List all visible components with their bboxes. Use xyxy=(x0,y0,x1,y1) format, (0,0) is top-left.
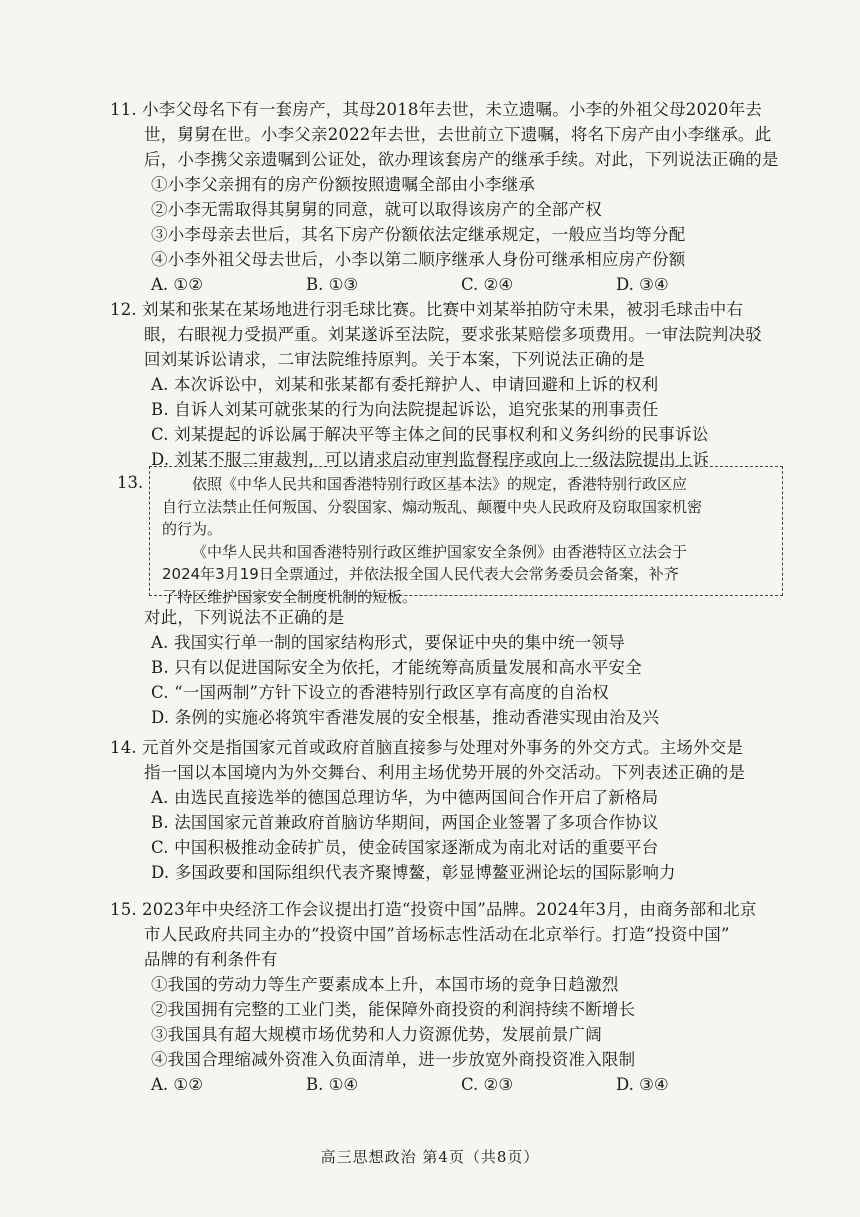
question-11-stem-line-3: 后，小李携父亲遗嘱到公证处，欲办理该套房产的继承手续。对此，下列说法正确的是 xyxy=(144,150,779,169)
question-11-stem-line-1: 11. 小李父母名下有一套房产，其母2018年去世，未立遗嘱。小李的外祖父母2020年去 xyxy=(112,97,792,122)
page-footer: 高三思想政治 第4页（共8页） xyxy=(320,1148,540,1166)
question-14 xyxy=(112,735,792,885)
statement-item: ③我国具有超大规模市场优势和人力资源优势，发展前景广阔 xyxy=(151,1025,602,1044)
option-a[interactable]: A. 由选民直接选举的德国总理访华，为中德两国间合作开启了新格局 xyxy=(151,788,659,807)
question-11-stem-line-2: 世，舅舅在世。小李父亲2022年去世，去世前立下遗嘱，将名下房产由小李继承。此 xyxy=(144,125,772,144)
statement-item: ②小李无需取得其舅舅的同意，就可以取得该房产的全部产权 xyxy=(151,200,602,219)
question-number: 14. xyxy=(110,738,137,757)
question-13 xyxy=(112,605,792,730)
question-15-stem-line-2: 市人民政府共同主办的“投资中国”首场标志性活动在北京举行。打造“投资中国” xyxy=(144,925,730,944)
question-number: 15. xyxy=(110,900,137,919)
option-b[interactable]: B. 法国国家元首兼政府首脑访华期间，两国企业签署了多项合作协议 xyxy=(151,813,659,832)
option-c[interactable]: C. ②④ xyxy=(461,275,514,294)
question-11 xyxy=(112,97,792,297)
option-b[interactable]: B. 自诉人刘某可就张某的行为向法院提起诉讼，追究张某的刑事责任 xyxy=(151,400,659,419)
statement-item: ③小李母亲去世后，其名下房产份额依法定继承规定，一般应当均等分配 xyxy=(151,225,686,244)
option-b[interactable]: B. 只有以促进国际安全为依托，才能统筹高质量发展和高水平安全 xyxy=(151,658,642,677)
option-c[interactable]: C. ②③ xyxy=(461,1075,514,1094)
material-line: 的行为。 xyxy=(162,520,223,538)
option-a[interactable]: A. ①② xyxy=(151,275,203,294)
question-number: 11. xyxy=(110,100,137,119)
option-b[interactable]: B. ①③ xyxy=(306,275,359,294)
option-c[interactable]: C. 刘某提起的诉讼属于解决平等主体之间的民事权利和义务纠纷的民事诉讼 xyxy=(151,425,709,444)
material-line: 了特区维护国家安全制度机制的短板。 xyxy=(162,587,418,606)
option-d[interactable]: D. 多国政要和国际组织代表齐聚博鳌，彰显博鳌亚洲论坛的国际影响力 xyxy=(151,863,676,882)
option-a[interactable]: A. ①② xyxy=(151,1075,203,1094)
question-12-stem-line-3: 回刘某诉讼请求，二审法院维持原判。关于本案，下列说法正确的是 xyxy=(144,350,645,369)
option-c[interactable]: C. “一国两制”方针下设立的香港特别行政区享有高度的自治权 xyxy=(151,683,609,702)
option-d[interactable]: D. 刘某不服二审裁判，可以请求启动审判监督程序或向上一级法院提出上诉 xyxy=(151,450,710,469)
question-12-stem-line-1: 12. 刘某和张某在某场地进行羽毛球比赛。比赛中刘某举拍防守未果，被羽毛球击中右 xyxy=(112,297,792,322)
statement-item: ④小李外祖父母去世后，小李以第二顺序继承人身份可继承相应房产份额 xyxy=(151,250,686,269)
option-b[interactable]: B. ①④ xyxy=(306,1075,359,1094)
question-number: 12. xyxy=(110,300,137,319)
statement-item: ①小李父亲拥有的房产份额按照遗嘱全部由小李继承 xyxy=(151,175,536,194)
option-a[interactable]: A. 我国实行单一制的国家结构形式，要保证中央的集中统一领导 xyxy=(151,633,625,652)
option-a[interactable]: A. 本次诉讼中，刘某和张某都有委托辩护人、申请回避和上诉的权利 xyxy=(151,375,659,394)
material-line: 2024年3月19日全票通过，并依法报全国人民代表大会常务委员会备案，补齐 xyxy=(162,565,679,583)
question-number: 13. xyxy=(117,473,144,492)
option-d[interactable]: D. ③④ xyxy=(616,1075,669,1094)
material-box xyxy=(149,466,783,606)
option-c[interactable]: C. 中国积极推动金砖扩员，使金砖国家逐渐成为南北对话的重要平台 xyxy=(151,838,659,857)
statement-item: ④我国合理缩减外资准入负面清单，进一步放宽外商投资准入限制 xyxy=(151,1050,636,1069)
statement-item: ①我国的劳动力等生产要素成本上升，本国市场的竞争日趋激烈 xyxy=(151,975,619,994)
material-line: 自行立法禁止任何叛国、分裂国家、煽动叛乱、颠覆中央人民政府及窃取国家机密 xyxy=(162,497,703,516)
option-d[interactable]: D. 条例的实施必将筑牢香港发展的安全根基，推动香港实现由治及兴 xyxy=(151,708,660,727)
question-15-stem-line-1: 15. 2023年中央经济工作会议提出打造“投资中国”品牌。2024年3月，由商务部和北京 xyxy=(112,897,792,922)
question-15-stem-line-3: 品牌的有利条件有 xyxy=(144,950,278,969)
question-12 xyxy=(112,297,792,472)
statement-item: ②我国拥有完整的工业门类，能保障外商投资的利润持续不断增长 xyxy=(151,1000,636,1019)
question-14-stem-line-1: 14. 元首外交是指国家元首或政府首脑直接参与处理对外事务的外交方式。主场外交是 xyxy=(112,735,792,760)
question-14-stem-line-2: 指一国以本国境内为外交舞台、利用主场优势开展的外交活动。下列表述正确的是 xyxy=(144,763,746,782)
answer-options xyxy=(112,272,792,297)
material-line: 《中华人民共和国香港特别行政区维护国家安全条例》由香港特区立法会于 xyxy=(192,542,688,561)
question-15 xyxy=(112,897,792,1097)
question-13-stem: 对此，下列说法不正确的是 xyxy=(144,608,345,627)
answer-options xyxy=(112,1072,792,1097)
material-line: 依照《中华人民共和国香港特别行政区基本法》的规定，香港特别行政区应 xyxy=(192,475,688,493)
question-12-stem-line-2: 眼，右眼视力受损严重。刘某遂诉至法院，要求张某赔偿多项费用。一审法院判决驳 xyxy=(144,325,762,344)
option-d[interactable]: D. ③④ xyxy=(616,275,669,294)
